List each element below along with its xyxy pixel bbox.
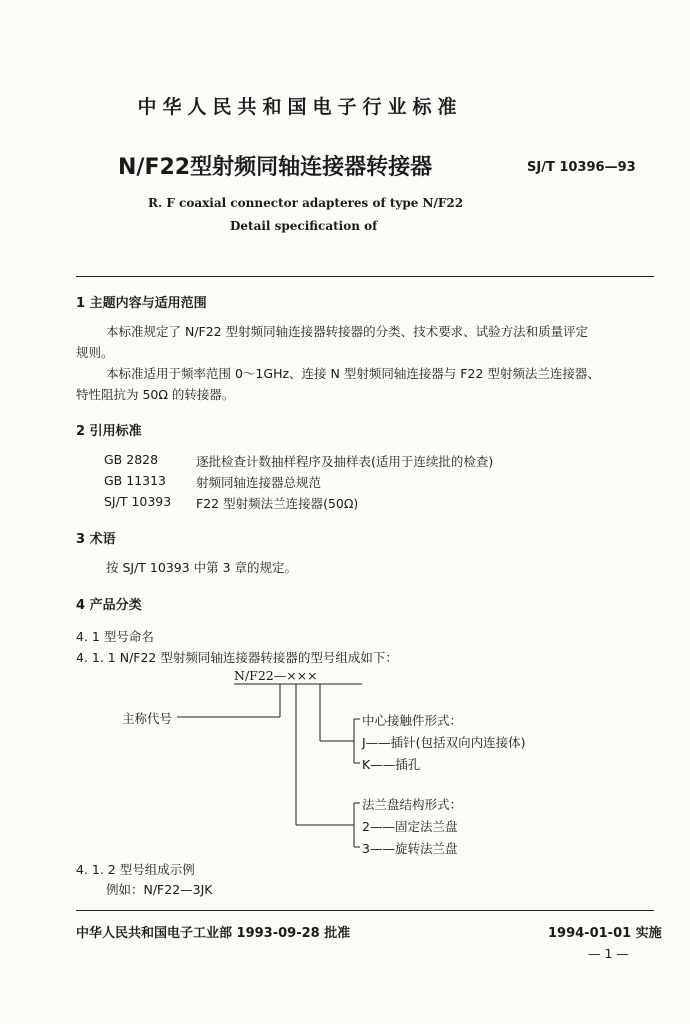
reference-code-2: GB 11313 <box>104 473 166 488</box>
section-1-para1-line2: 规则。 <box>76 345 114 360</box>
approval-statement: 中华人民共和国电子工业部 1993-09-28 批准 <box>76 926 351 941</box>
section-3-para: 按 SJ/T 10393 中第 3 章的规定。 <box>106 560 298 575</box>
section-4-heading: 4 产品分类 <box>76 598 142 613</box>
english-title-line2: Detail specification of <box>230 219 378 233</box>
english-title-line1: R. F coaxial connector adapteres of type N/F22 <box>148 196 464 210</box>
implementation-date: 1994-01-01 实施 <box>548 926 662 941</box>
section-2-heading: 2 引用标准 <box>76 424 142 439</box>
flange-type-option-2: 2——固定法兰盘 <box>362 819 458 834</box>
designation-example: 例如：N/F22—3JK <box>106 882 213 897</box>
contact-form-option-k: K——插孔 <box>362 757 421 772</box>
model-designation: N/F22—××× <box>234 668 318 683</box>
reference-title-1: 逐批检查计数抽样程序及抽样表(适用于连续批的检查) <box>196 454 494 469</box>
page-number: — 1 — <box>588 946 629 961</box>
reference-title-3: F22 型射频法兰连接器(50Ω) <box>196 496 359 511</box>
section-1-para2-line2: 特性阻抗为 50Ω 的转接器。 <box>76 387 235 402</box>
section-1-para2-line1: 本标准适用于频率范围 0～1GHz、连接 N 型射频同轴连接器与 F22 型射频法兰连接器、 <box>106 366 600 381</box>
section-1-heading: 1 主题内容与适用范围 <box>76 296 207 311</box>
section-1-para1-line1: 本标准规定了 N/F22 型射频同轴连接器转接器的分类、技术要求、试验方法和质量评定 <box>106 324 589 339</box>
contact-form-title: 中心接触件形式： <box>362 713 463 728</box>
subsection-4-1-1-heading: 4. 1. 1 N/F22 型射频同轴连接器转接器的型号组成如下： <box>76 650 398 665</box>
flange-type-option-3: 3——旋转法兰盘 <box>362 841 458 856</box>
document-title: N/F22型射频同轴连接器转接器 <box>118 155 433 180</box>
reference-title-2: 射频同轴连接器总规范 <box>196 475 322 490</box>
standard-code: SJ/T 10396—93 <box>527 160 636 175</box>
subsection-4-1-2-heading: 4. 1. 2 型号组成示例 <box>76 862 195 877</box>
standard-org-title: 中华人民共和国电子行业标准 <box>137 96 463 118</box>
subsection-4-1-heading: 4. 1 型号命名 <box>76 629 154 644</box>
contact-form-option-j: J——插针(包括双向内连接体) <box>362 735 526 750</box>
reference-code-1: GB 2828 <box>104 452 159 467</box>
section-3-heading: 3 术语 <box>76 532 116 547</box>
footer-rule <box>76 910 654 911</box>
reference-code-3: SJ/T 10393 <box>104 494 172 509</box>
main-designation-label: 主称代号 <box>122 711 173 726</box>
flange-type-title: 法兰盘结构形式： <box>362 797 463 812</box>
